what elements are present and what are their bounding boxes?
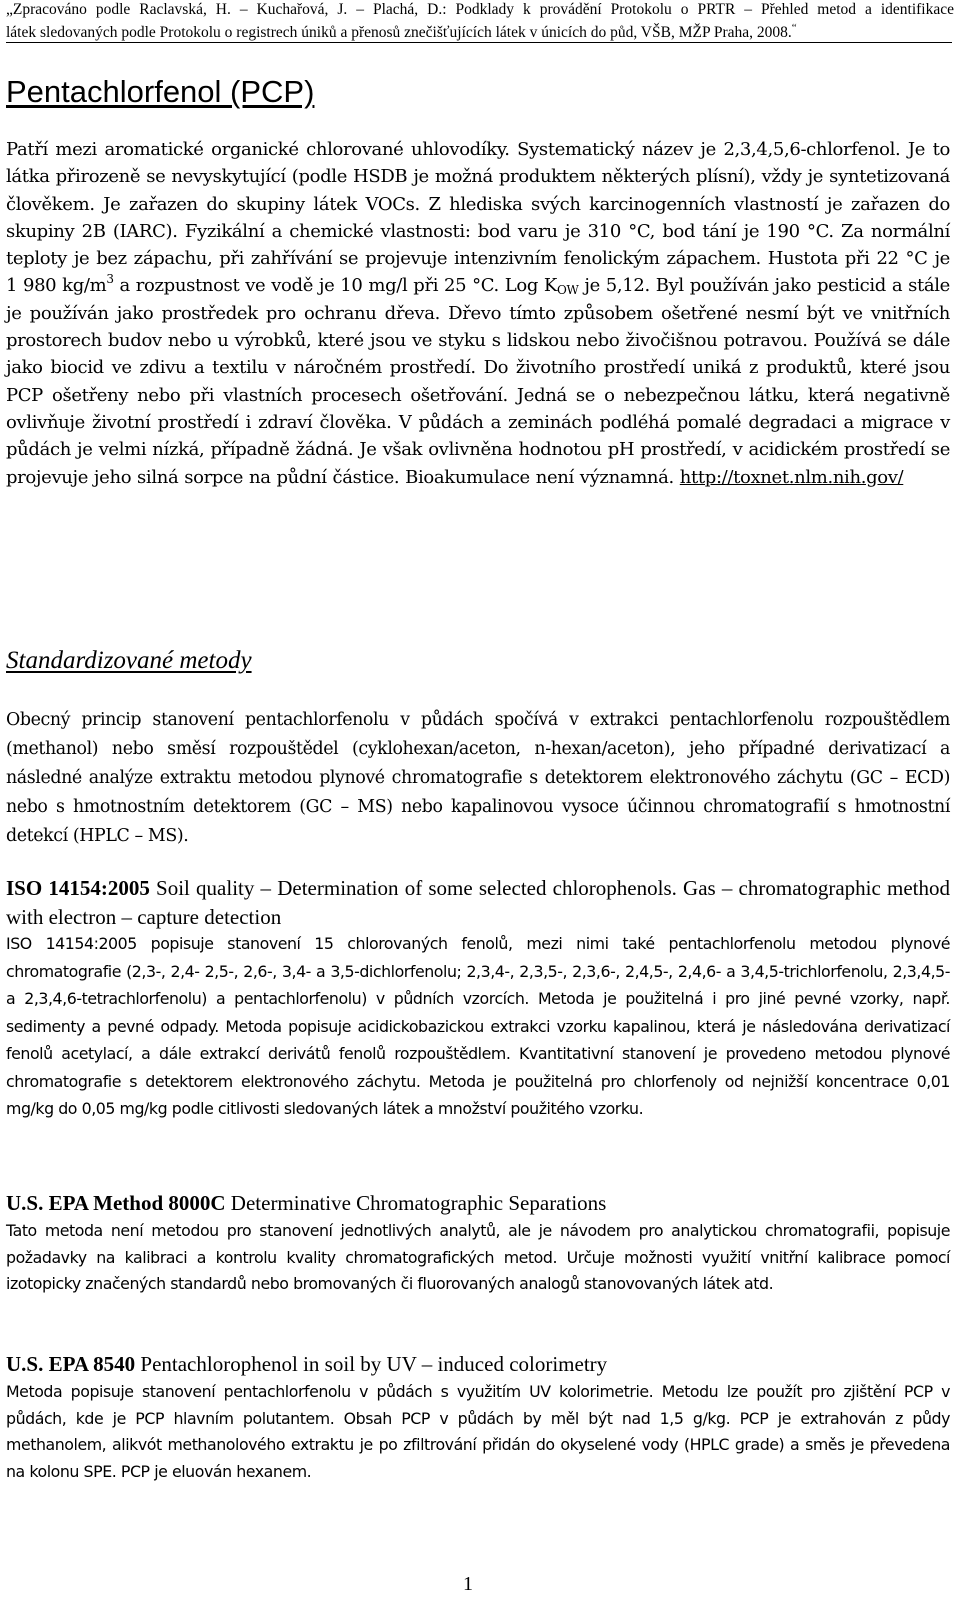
method-title: Determinative Chromatographic Separations — [225, 1191, 607, 1215]
header-rule — [6, 42, 952, 43]
toxnet-link[interactable]: http://toxnet.nlm.nih.gov/ — [679, 466, 904, 488]
intro-paragraph — [6, 136, 950, 491]
intro-text-1: Patří mezi aromatické organické chlorované uhlovodíky. Systematický název je 2,3,4,5,6-chlorfenol. Je to látka přirozeně se nevyskytující (podle HSDB je možná produktem některých plísní), vždy je syntetizovaná člověkem. Je zařazen do skupiny látek VOCs. Z hlediska svých karcinogenních vlastností je zařazen do skupiny 2B (IARC). Fyzikální a chemické vlastnosti: bod varu je 310 °C, bod tání je 190 °C. Za normální teploty je bez zápachu, při zahřívání se projevuje intenzivním fenolickým zápachem. Hustota při 22 °C je 1 980 kg/m — [6, 139, 950, 297]
method-title: Soil quality – Determination of some selected chlorophenols. Gas – chromatographic method with electron – capture detection — [6, 876, 950, 929]
header-quote-mark: “ — [791, 22, 797, 34]
page-title: Pentachlorfenol (PCP) — [6, 74, 315, 109]
section-heading: Standardizované metody — [6, 647, 252, 674]
method-code: ISO 14154:2005 — [6, 876, 150, 900]
method-title: Pentachlorophenol in soil by UV – induced colorimetry — [135, 1352, 608, 1376]
intro-text-3: je 5,12. Byl používán jako pesticid a stále je používán jako prostředek pro ochranu dřeva. Dřevo tímto způsobem ošetřené nesmí být ve vnitřních prostorech budov nebo u výrobků, které jsou ve styku s lidskou nebo živočišnou potravou. Používá se dále jako biocid ve zdivu a textilu v náročném prostředí. Do životního prostředí uniká z produktů, které jsou PCP ošetřeny nebo při vlastních procesech ošetřování. Jedná se o nebezpečnou látku, která negativně ovlivňuje životní prostředí i zdraví člověka. V půdách a zeminách podléhá pomalé degradaci a migrace v půdách je velmi nízká, případně žádná. Je však ovlivněna hodnotou pH prostředí, v acidickém prostředí se projevuje jeho silná sorpce na půdní částice. Bioakumulace není významná. — [6, 275, 950, 488]
page-header — [6, 0, 954, 42]
method-heading-epa-8000c — [6, 1189, 950, 1218]
intro-subscript: OW — [557, 283, 579, 298]
method-text-epa-8540: Metoda popisuje stanovení pentachlorfenolu v půdách s využitím UV kolorimetrie. Metodu lze použít pro zjištění PCP v půdách, kde je PCP hlavním polutantem. Obsah PCP v půdách by měl být nad 1,5 g/kg. PCP je extrahován z půdy methanolem, alikvót methanolového extraktu je po zfiltrování přidán do okyselené vody (HPLC grade) a směs je převedena na kolonu SPE. PCP je eluován hexanem. — [6, 1382, 950, 1481]
intro-text-2: a rozpustnost ve vodě je 10 mg/l při 25 °C. Log K — [113, 275, 558, 297]
header-line-2-text: látek sledovaných podle Protokolu o registrech úniků a přenosů znečišťujících látek v únicích do půd, VŠB, MŽP Praha, 2008. — [6, 24, 792, 41]
method-heading-iso — [6, 874, 950, 932]
header-line-1: „Zpracováno podle Raclavská, H. – Kuchařová, J. – Plachá, D.: Podklady k provádění Protokolu o PRTR – Přehled metod a identifikace — [6, 1, 954, 18]
method-text-iso: ISO 14154:2005 popisuje stanovení 15 chlorovaných fenolů, mezi nimi také pentachlorfenolu metodou plynové chromatografie (2,3-, 2,4- 2,5-, 2,6-, 3,4- a 3,5-dichlorfenolu; 2,3,4-, 2,3,5-, 2,3,6-, 2,4,5-, 2,4,6- a 3,4,5-trichlorfenolu, 2,3,4,5- a 2,3,4,6-tetrachlorfenolu) a pentachlorfenolu) v půdních vzorcích. Metoda je použitelná i pro jiné pevné vzorky, např. sedimenty a pevné odpady. Metoda popisuje acidickobazickou extrakci vzorku kapalinou, která je následována derivatizací fenolů acetylací, a dále extrakcí derivátů fenolů rozpouštědlem. Kvantitativní stanovení je provedeno metodou plynové chromatografie s detektorem elektronového záchytu. Metoda je použitelná pro chlorfenoly od nejnižší koncentrace 0,01 mg/kg do 0,05 mg/kg podle citlivosti sledovaných látek a množství použitého vzorku. — [6, 934, 950, 1118]
method-code: U.S. EPA 8540 — [6, 1352, 136, 1376]
method-code: U.S. EPA Method 8000C — [6, 1191, 226, 1215]
general-principle-paragraph: Obecný princip stanovení pentachlorfenolu v půdách spočívá v extrakci pentachlorfenolu rozpouštědlem (methanol) nebo směsí rozpouštědel (cyklohexan/aceton, n-hexan/aceton), jeho případné derivatizací a následné analýze extraktu metodou plynové chromatografie s detektorem elektronového záchytu (GC – ECD) nebo s hmotnostním detektorem (GC – MS) nebo kapalinovou vysoce účinnou chromatografií s hmotnostní detekcí (HPLC – MS). — [6, 710, 950, 846]
method-text-epa-8000c: Tato metoda není metodou pro stanovení jednotlivých analytů, ale je návodem pro analytickou chromatografii, popisuje požadavky na kalibraci a kontrolu kvality chromatografických metod. Určuje možnosti využití vnitřní kalibrace pomocí izotopicky značených standardů nebo bromovaných či fluorovaných analogů stanovovaných látek atd. — [6, 1221, 950, 1293]
page-number: 1 — [463, 1573, 473, 1595]
method-heading-epa-8540 — [6, 1350, 950, 1379]
header-line-2 — [6, 19, 954, 42]
intro-superscript: 3 — [106, 272, 114, 287]
